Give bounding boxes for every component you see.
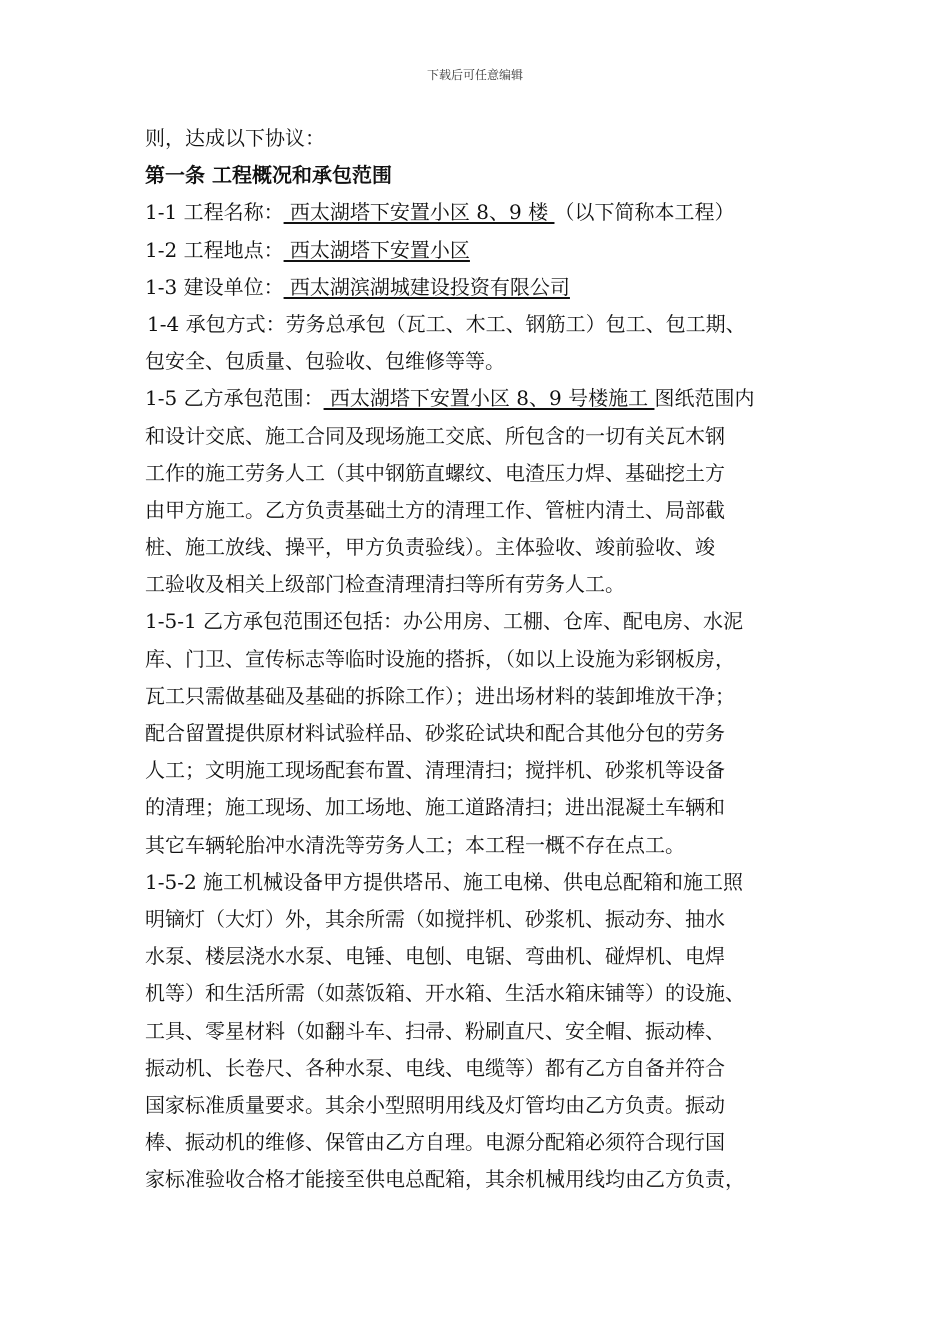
field-label: 1-1 工程名称： [145, 200, 284, 225]
project-name-line [145, 194, 825, 231]
paragraph-line: 棒、振动机的维修、保管由乙方自理。电源分配箱必须符合现行国 [145, 1130, 725, 1155]
section-heading: 第一条 工程概况和承包范围 [145, 163, 392, 188]
paragraph-line: 人工；文明施工现场配套布置、清理清扫；搅拌机、砂浆机等设备 [145, 758, 725, 783]
paragraph-line: 由甲方施工。乙方负责基础土方的清理工作、管桩内清土、局部截 [145, 497, 725, 522]
paragraph-line: 家标准验收合格才能接至供电总配箱，其余机械用线均由乙方负责， [145, 1167, 745, 1192]
field-value: 西太湖塔下安置小区 8、9 楼 [283, 200, 555, 225]
page-header: 下载后可任意编辑 [426, 68, 523, 82]
paragraph-line: 则，达成以下协议： [145, 126, 325, 150]
paragraph-line: 机等）和生活所需（如蒸饭箱、开水箱、生活水箱床铺等）的设施、 [145, 981, 745, 1006]
contract-scope-line [145, 380, 825, 417]
field-label: 1-3 建设单位： [145, 274, 284, 299]
paragraph-line: 1-5-1 乙方承包范围还包括：办公用房、工棚、仓库、配电房、水泥 [145, 609, 744, 634]
paragraph-line: 包安全、包质量、包验收、包维修等等。 [145, 349, 505, 374]
paragraph-line: 1-4 承包方式：劳务总承包（瓦工、木工、钢筋工）包工、包工期、 [147, 311, 746, 336]
field-value: 西太湖滨湖城建设投资有限公司 [283, 274, 570, 299]
paragraph-line: 工作的施工劳务人工（其中钢筋直螺纹、电渣压力焊、基础挖土方 [145, 460, 725, 485]
paragraph-line: 工验收及相关上级部门检查清理清扫等所有劳务人工。 [145, 572, 625, 597]
field-note: 图纸范围内 [654, 386, 755, 411]
paragraph-line: 振动机、长卷尺、各种水泵、电线、电缆等）都有乙方自备并符合 [145, 1055, 725, 1080]
paragraph-line: 瓦工只需做基础及基础的拆除工作）；进出场材料的装卸堆放干净； [145, 683, 735, 708]
paragraph-line: 配合留置提供原材料试验样品、砂浆砼试块和配合其他分包的劳务 [145, 721, 725, 745]
paragraph-line: 其它车辆轮胎冲水清洗等劳务人工；本工程一概不存在点工。 [145, 832, 685, 857]
paragraph-line: 的清理；施工现场、加工场地、施工道路清扫；进出混凝土车辆和 [145, 795, 725, 820]
field-note: （以下简称本工程） [554, 200, 735, 225]
field-label: 1-5 乙方承包范围： [145, 386, 324, 411]
document-body [145, 120, 825, 1198]
paragraph-line: 工具、零星材料（如翻斗车、扫帚、粉刷直尺、安全帽、振动棒、 [145, 1018, 725, 1043]
field-value: 西太湖塔下安置小区 8、9 号楼施工 [323, 386, 655, 411]
project-location-line [145, 232, 825, 269]
field-label: 1-2 工程地点： [145, 237, 284, 262]
paragraph-line: 国家标准质量要求。其余小型照明用线及灯管均由乙方负责。振动 [145, 1092, 725, 1117]
field-value: 西太湖塔下安置小区 [283, 237, 470, 262]
construction-unit-line [145, 269, 825, 306]
paragraph-line: 明镝灯（大灯）外，其余所需（如搅拌机、砂浆机、振动夯、抽水 [145, 906, 725, 931]
paragraph-line: 桩、施工放线、操平，甲方负责验线）。主体验收、竣前验收、竣 [145, 535, 715, 560]
paragraph-line: 水泵、楼层浇水水泵、电锤、电刨、电锯、弯曲机、碰焊机、电焊 [145, 944, 725, 969]
paragraph-line: 和设计交底、施工合同及现场施工交底、所包含的一切有关瓦木钢 [145, 423, 725, 448]
paragraph-line: 库、门卫、宣传标志等临时设施的搭拆，（如以上设施为彩钢板房， [145, 646, 735, 671]
paragraph-line: 1-5-2 施工机械设备甲方提供塔吊、施工电梯、供电总配箱和施工照 [145, 869, 744, 894]
